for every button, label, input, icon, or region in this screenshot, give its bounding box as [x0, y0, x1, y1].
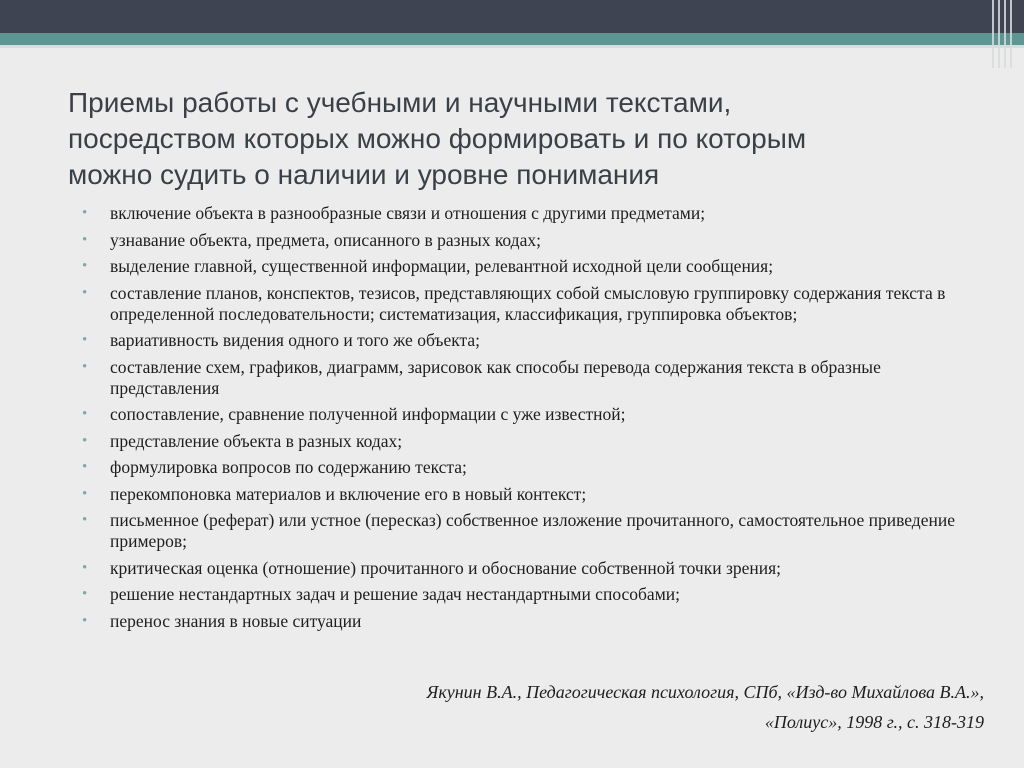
citation-line: «Полиус», 1998 г., с. 318-319	[764, 712, 984, 732]
list-item	[82, 256, 972, 277]
bullet-icon: •	[82, 586, 88, 602]
list-item-text: составление планов, конспектов, тезисов, представляющих собой смысловую группировку содержания текста в определенной последовательности; систематизация, классификация, группировка объектов;	[110, 282, 946, 324]
list-item-text: включение объекта в разнообразные связи и отношения с другими предметами;	[110, 203, 706, 223]
bullet-icon: •	[82, 485, 88, 502]
list-item	[82, 431, 972, 452]
header-accent-stripe	[0, 33, 1024, 45]
list-item	[82, 457, 972, 478]
list-item-text: формулировка вопросов по содержанию текста;	[110, 457, 467, 477]
bullet-icon: •	[82, 332, 88, 348]
citation-line: Якунин В.А., Педагогическая психология, СПб, «Изд-во Михайлова В.А.»,	[426, 682, 984, 702]
list-item-text: вариативность видения одного и того же объекта;	[110, 330, 480, 350]
bullet-icon: •	[82, 258, 88, 274]
bullet-icon: •	[82, 512, 88, 528]
bullet-icon: •	[82, 284, 88, 301]
header-bar	[0, 0, 1024, 33]
list-item	[82, 558, 972, 579]
list-item-text: перекомпоновка материалов и включение его в новый контекст;	[110, 483, 587, 504]
list-item-text: узнавание объекта, предмета, описанного в разных кодах;	[110, 229, 541, 250]
title-line: посредством которых можно формировать и по которым	[68, 123, 807, 154]
list-item-text: критическая оценка (отношение) прочитанного и обоснование собственной точки зрения;	[110, 557, 782, 578]
list-item	[82, 510, 972, 552]
list-item-text: выделение главной, существенной информации, релевантной исходной цели сообщения;	[110, 256, 774, 276]
corner-decoration	[992, 0, 1018, 68]
list-item-text: письменное (реферат) или устное (пересказ) собственное изложение прочитанного, самостоятельное приведение примеров;	[110, 510, 955, 551]
list-item	[82, 283, 972, 325]
title-line: Приемы работы с учебными и научными текстами,	[68, 87, 732, 118]
title-line: можно судить о наличии и уровне понимания	[68, 159, 660, 190]
bullet-icon: •	[82, 612, 88, 629]
bullet-icon: •	[82, 432, 88, 449]
list-item	[82, 484, 972, 505]
citation	[427, 677, 985, 737]
list-item-text: решение нестандартных задач и решение задач нестандартными способами;	[110, 584, 680, 604]
bullet-icon: •	[82, 205, 88, 221]
list-item-text: перенос знания в новые ситуации	[110, 610, 362, 631]
list-item	[82, 203, 972, 224]
list-item-text: представление объекта в разных кодах;	[110, 430, 403, 451]
list-item-text: сопоставление, сравнение полученной информации с уже известной;	[110, 404, 626, 424]
list-item	[82, 584, 972, 605]
bullet-icon: •	[82, 459, 88, 475]
slide-title	[68, 85, 968, 193]
bullet-icon: •	[82, 231, 88, 248]
list-item	[82, 330, 972, 351]
bullet-icon: •	[82, 358, 88, 375]
bullet-list	[82, 203, 972, 637]
list-item	[82, 404, 972, 425]
bullet-icon: •	[82, 559, 88, 576]
list-item	[82, 611, 972, 632]
list-item	[82, 357, 972, 399]
list-item-text: составление схем, графиков, диаграмм, зарисовок как способы перевода содержания текста в образные представления	[110, 356, 881, 398]
header-light-stripe	[0, 45, 1024, 48]
bullet-icon: •	[82, 406, 88, 422]
list-item	[82, 230, 972, 251]
